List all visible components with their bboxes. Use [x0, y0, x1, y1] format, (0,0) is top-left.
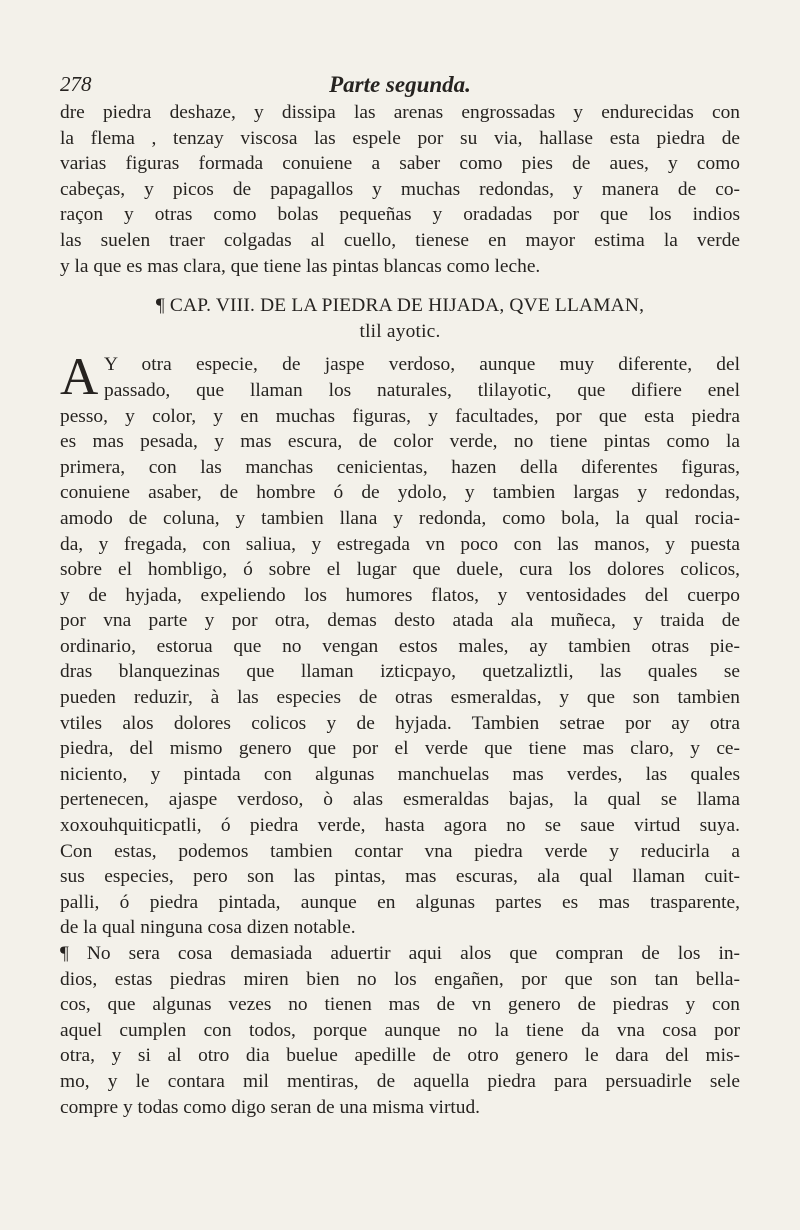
text-line: de la qual ninguna cosa dizen notable. — [60, 917, 356, 939]
drop-cap: A — [60, 348, 99, 407]
running-title: Parte segunda. — [329, 72, 471, 97]
paragraph-warning — [60, 941, 740, 1120]
text-line: por vna parte y por otra, demas desto atada ala muñeca, y traida de — [60, 610, 740, 632]
text-line: Con estas, podemos tambien contar vna piedra verde y reducirla a — [60, 840, 740, 862]
paragraph-chapter-text — [60, 348, 740, 941]
text-line: xoxouhquiticpatli, ó piedra verde, hasta agora no se saue virtud suya. — [60, 815, 740, 837]
chapter-heading: ¶ CAP. VIII. DE LA PIEDRA DE HIJADA, QVE LLAMAN, — [155, 295, 645, 317]
paragraph-continuation — [60, 100, 740, 279]
text-line: aquel cumplen con todos, porque aunque no la tiene da vna cosa por — [60, 1019, 740, 1041]
text-line: otra, y si al otro dia buelue apedille de otro genero le dara del mis- — [60, 1045, 740, 1067]
text-line: dre piedra deshaze, y dissipa las arenas engrossadas y endurecidas con — [60, 102, 740, 123]
text-line: cos, que algunas vezes no tienen mas de vn genero de piedras y con — [60, 994, 740, 1016]
text-line: dras blanquezinas que llaman izticpayo, quetzaliztli, las quales se — [60, 661, 740, 683]
text-line: amodo de coluna, y tambien llana y redonda, como bola, la qual rocia- — [60, 507, 740, 529]
text-line: y la que es mas clara, que tiene las pintas blancas como leche. — [60, 255, 541, 277]
text-line: las suelen traer colgadas al cuello, tienese en mayor estima la verde — [60, 229, 740, 251]
text-line: y de hyjada, expeliendo los humores flatos, y ventosidades del cuerpo — [60, 584, 740, 606]
page-header — [60, 72, 740, 102]
text-line: cabeças, y picos de papagallos y muchas redondas, y manera de co- — [60, 178, 740, 200]
text-line: mo, y le contara mil mentiras, de aquella piedra para persuadirle sele — [60, 1070, 740, 1092]
text-line: niciento, y pintada con algunas manchuelas mas verdes, las quales — [60, 763, 740, 785]
text-line: pertenecen, ajaspe verdoso, ò alas esmeraldas bajas, la qual se llama — [60, 789, 740, 811]
text-line: passado, que llaman los naturales, tlilayotic, que difiere enel — [104, 379, 740, 401]
text-line: raçon y otras como bolas pequeñas y oradadas por que los indios — [60, 204, 740, 226]
text-line: piedra, del mismo genero que por el verde que tiene mas claro, y ce- — [60, 738, 740, 760]
chapter-subheading: tlil ayotic. — [359, 320, 441, 342]
text-line: pueden reduzir, à las especies de otras esmeraldas, y que son tambien — [60, 687, 740, 709]
text-line: conuiene asaber, de hombre ó de ydolo, y tambien largas y redondas, — [60, 482, 740, 504]
text-line: primera, con las manchas cenicientas, hazen della diferentes figuras, — [60, 456, 740, 478]
text-line: palli, ó piedra pintada, aunque en algunas partes es mas trasparente, — [60, 891, 740, 913]
text-line: pesso, y color, y en muchas figuras, y facultades, por que esta piedra — [60, 405, 740, 427]
text-line: Y otra especie, de jaspe verdoso, aunque muy diferente, del — [104, 354, 740, 376]
text-line: ordinario, estorua que no vengan estos males, ay tambien otras pie- — [60, 635, 740, 657]
text-line: la flema , tenzay viscosa las espele por su via, hallase esta piedra de — [60, 127, 740, 149]
page-number: 278 — [60, 72, 92, 96]
text-line: compre y todas como digo seran de una misma virtud. — [60, 1096, 481, 1118]
text-line: dios, estas piedras miren bien no los engañen, por que son tan bella- — [60, 968, 740, 990]
text-line: es mas pesada, y mas escura, de color verde, no tiene pintas como la — [60, 431, 740, 453]
text-line: ¶ No sera cosa demasiada aduertir aqui alos que compran de los in- — [60, 943, 740, 964]
page-body — [60, 100, 740, 1120]
text-line: sobre el hombligo, ó sobre el lugar que duele, cura los dolores colicos, — [60, 559, 740, 581]
text-line: sus especies, pero son las pintas, mas escuras, ala qual llaman cuit- — [60, 866, 740, 888]
text-line: da, y fregada, con saliua, y estregada vn poco con las manos, y puesta — [60, 533, 740, 555]
text-line: vtiles alos dolores colicos y de hyjada. Tambien setrae por ay otra — [60, 712, 740, 734]
text-line: varias figuras formada conuiene a saber como pies de aues, y como — [60, 153, 740, 175]
